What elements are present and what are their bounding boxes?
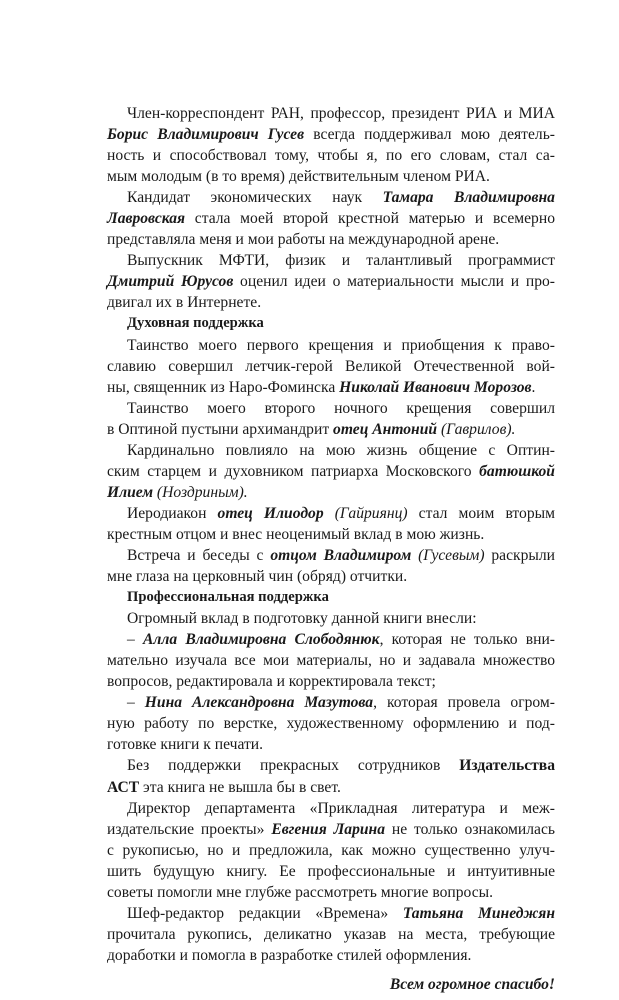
text-line: [107, 861, 555, 882]
text-run: Член-корреспондент РАН, профессор, президент РИА и МИА: [127, 105, 555, 122]
text-run: Кандидат экономических наук: [127, 189, 383, 207]
text-run: Иеродиакон: [127, 504, 218, 522]
emphasized-text: Татьяна Минеджян: [402, 904, 555, 922]
text-line: [107, 145, 555, 166]
text-run: крестным отцом и внес неоценимый вклад в мою жизнь.: [107, 525, 485, 543]
text-run: мым молодым (в то время) действительным членом РИА.: [107, 168, 490, 186]
emphasized-text: АСТ: [107, 778, 140, 796]
text-run: всегда поддерживал мою деятель-: [304, 126, 556, 144]
text-run: не только ознакомилась: [385, 820, 556, 838]
emphasized-text: Нина Александровна Мазутова: [144, 694, 374, 712]
text-run: Духовная поддержка: [127, 315, 264, 332]
text-run: советы помогли мне глубже рассмотреть многие вопросы.: [107, 883, 493, 901]
text-run: ским старцем и духовником патриарха Московского: [107, 462, 480, 480]
text-line: [107, 629, 555, 650]
text-line: [107, 440, 555, 461]
emphasized-text: отец Антоний: [333, 420, 438, 438]
text-run: готовке книги к печати.: [107, 736, 264, 754]
text-run: , которая не только вни-: [379, 631, 555, 649]
emphasized-text: (Гусевым): [411, 546, 485, 564]
text-run: Таинство моего первого крещения и приобщения к право-: [127, 336, 555, 354]
text-run: Таинство моего второго ночного крещения совершил: [127, 399, 555, 417]
text-line: [107, 482, 555, 503]
text-line: [107, 377, 555, 398]
emphasized-text: Издательства: [459, 757, 555, 775]
text-line: [107, 545, 555, 566]
text-run: Огромный вклад в подготовку данной книги внесли:: [127, 610, 477, 628]
text-run: стал моим вторым: [407, 504, 555, 522]
emphasized-text: Алла Владимировна Слободянюк: [142, 631, 380, 649]
text-line: [107, 461, 555, 482]
text-line: [107, 924, 555, 945]
text-line: [107, 650, 555, 671]
text-line: [107, 819, 555, 840]
text-line: [107, 398, 555, 419]
closing-thanks: Всем огромное спасибо!: [389, 975, 555, 993]
emphasized-text: (Гаврилов).: [437, 420, 516, 438]
text-line: [107, 566, 555, 587]
text-run: издательские проекты»: [107, 820, 272, 838]
text-run: –: [127, 631, 143, 649]
paragraph: [107, 629, 555, 692]
paragraph: [107, 608, 555, 629]
paragraph: [107, 187, 555, 250]
text-run: ны, священник из Наро-Фоминска: [107, 378, 340, 396]
text-run: оценил идеи о материальности мысли и про-: [233, 273, 555, 291]
spacer: [107, 966, 555, 974]
text-line: [107, 755, 555, 776]
text-line: [107, 840, 555, 861]
paragraph: [107, 755, 555, 797]
paragraph: [107, 798, 555, 903]
text-line: [107, 271, 555, 292]
text-line: [107, 713, 555, 734]
text-run: Директор департамента «Прикладная литература и меж-: [127, 799, 555, 817]
text-run: мательно изучала все мои материалы, но и задавала множество: [107, 652, 555, 670]
text-run: Встреча и беседы с: [127, 546, 271, 564]
text-line: [107, 356, 555, 377]
text-line: [107, 777, 555, 798]
text-line: [107, 292, 555, 313]
text-run: Без поддержки прекрасных сотрудников: [127, 757, 460, 775]
text-line: [107, 524, 555, 545]
paragraph: [107, 692, 555, 755]
text-run: вопросов, редактировала и корректировала текст;: [107, 673, 436, 691]
text-line: [107, 250, 555, 271]
text-run: Шеф-редактор редакции «Времена»: [127, 904, 403, 922]
text-run: в Оптиной пустыни архимандрит: [107, 420, 334, 438]
text-run: прочитала рукопись, деликатно указав на места, требующие: [107, 925, 555, 943]
text-line: [107, 692, 555, 713]
text-line: [107, 335, 555, 356]
text-line: [107, 419, 555, 440]
text-line: [107, 503, 555, 524]
paragraph: [107, 398, 555, 440]
text-line: [107, 945, 555, 966]
emphasized-text: Евгения Ларина: [271, 820, 386, 838]
text-line: [107, 882, 555, 903]
emphasized-text: отец Илиодор: [217, 504, 324, 522]
text-run: Профессиональная поддержка: [127, 589, 329, 606]
text-run: раскрыли: [484, 546, 555, 564]
text-line: [107, 734, 555, 755]
text-line: [107, 798, 555, 819]
emphasized-text: (Гайриянц): [323, 504, 408, 522]
emphasized-text: Дмитрий Юрусов: [107, 273, 234, 291]
text-run: доработки и помогла в разработке стилей оформления.: [107, 946, 472, 964]
text-run: славию совершил летчик-герой Великой Отечественной вой-: [107, 357, 555, 375]
text-line: [107, 208, 555, 229]
text-line: [107, 903, 555, 924]
text-line: [107, 124, 555, 145]
text-run: Кардинально повлияло на мою жизнь общение с Оптин-: [127, 441, 555, 459]
text-line: [107, 229, 555, 250]
text-line: [107, 608, 555, 629]
text-run: стала моей второй крестной матерью и всемерно: [185, 210, 555, 228]
paragraph: [107, 545, 555, 587]
emphasized-text: (Ноздриным).: [153, 483, 248, 501]
paragraph: [107, 335, 555, 398]
emphasized-text: батюшкой: [479, 462, 555, 480]
text-run: представляла меня и мои работы на международной арене.: [107, 231, 500, 249]
text-run: –: [127, 694, 145, 712]
paragraph: [107, 903, 555, 966]
text-run: с рукописью, но и предложила, как можно существенно улуч-: [107, 841, 555, 859]
emphasized-text: Николай Иванович Морозов: [339, 378, 532, 396]
text-run: .: [531, 378, 536, 396]
text-run: Выпускник МФТИ, физик и талантливый программист: [127, 252, 555, 270]
text-run: , которая провела огром-: [373, 694, 555, 712]
text-line: [107, 166, 555, 187]
text-line: [107, 187, 555, 208]
emphasized-text: Илием: [107, 483, 154, 501]
emphasized-text: отцом Владимиром: [270, 546, 412, 564]
text-run: мне глаза на церковный чин (обряд) отчитки.: [107, 568, 408, 586]
paragraph: [107, 103, 555, 187]
paragraph: [107, 440, 555, 503]
emphasized-text: Лавровская: [107, 210, 186, 228]
text-run: двигал их в Интернете.: [107, 294, 262, 312]
text-line: [107, 313, 555, 334]
text-line: [107, 103, 555, 124]
text-run: ность и способствовал тому, чтобы я, по его словам, стал са-: [107, 147, 555, 165]
section-heading: [107, 313, 555, 334]
emphasized-text: Тамара Владимировна: [382, 189, 555, 207]
text-run: шить будущую книгу. Ее профессиональные и интуитивные: [107, 862, 555, 880]
text-run: эта книга не вышла бы в свет.: [139, 778, 341, 796]
text-line: [107, 671, 555, 692]
paragraph: [107, 503, 555, 545]
paragraph: [107, 250, 555, 313]
emphasized-text: Борис Владимирович Гусев: [107, 126, 305, 144]
text-run: ную работу по верстке, художественному оформлению и под-: [107, 715, 555, 733]
text-line: [107, 587, 555, 608]
section-heading: [107, 587, 555, 608]
acknowledgements-page: [107, 103, 555, 995]
